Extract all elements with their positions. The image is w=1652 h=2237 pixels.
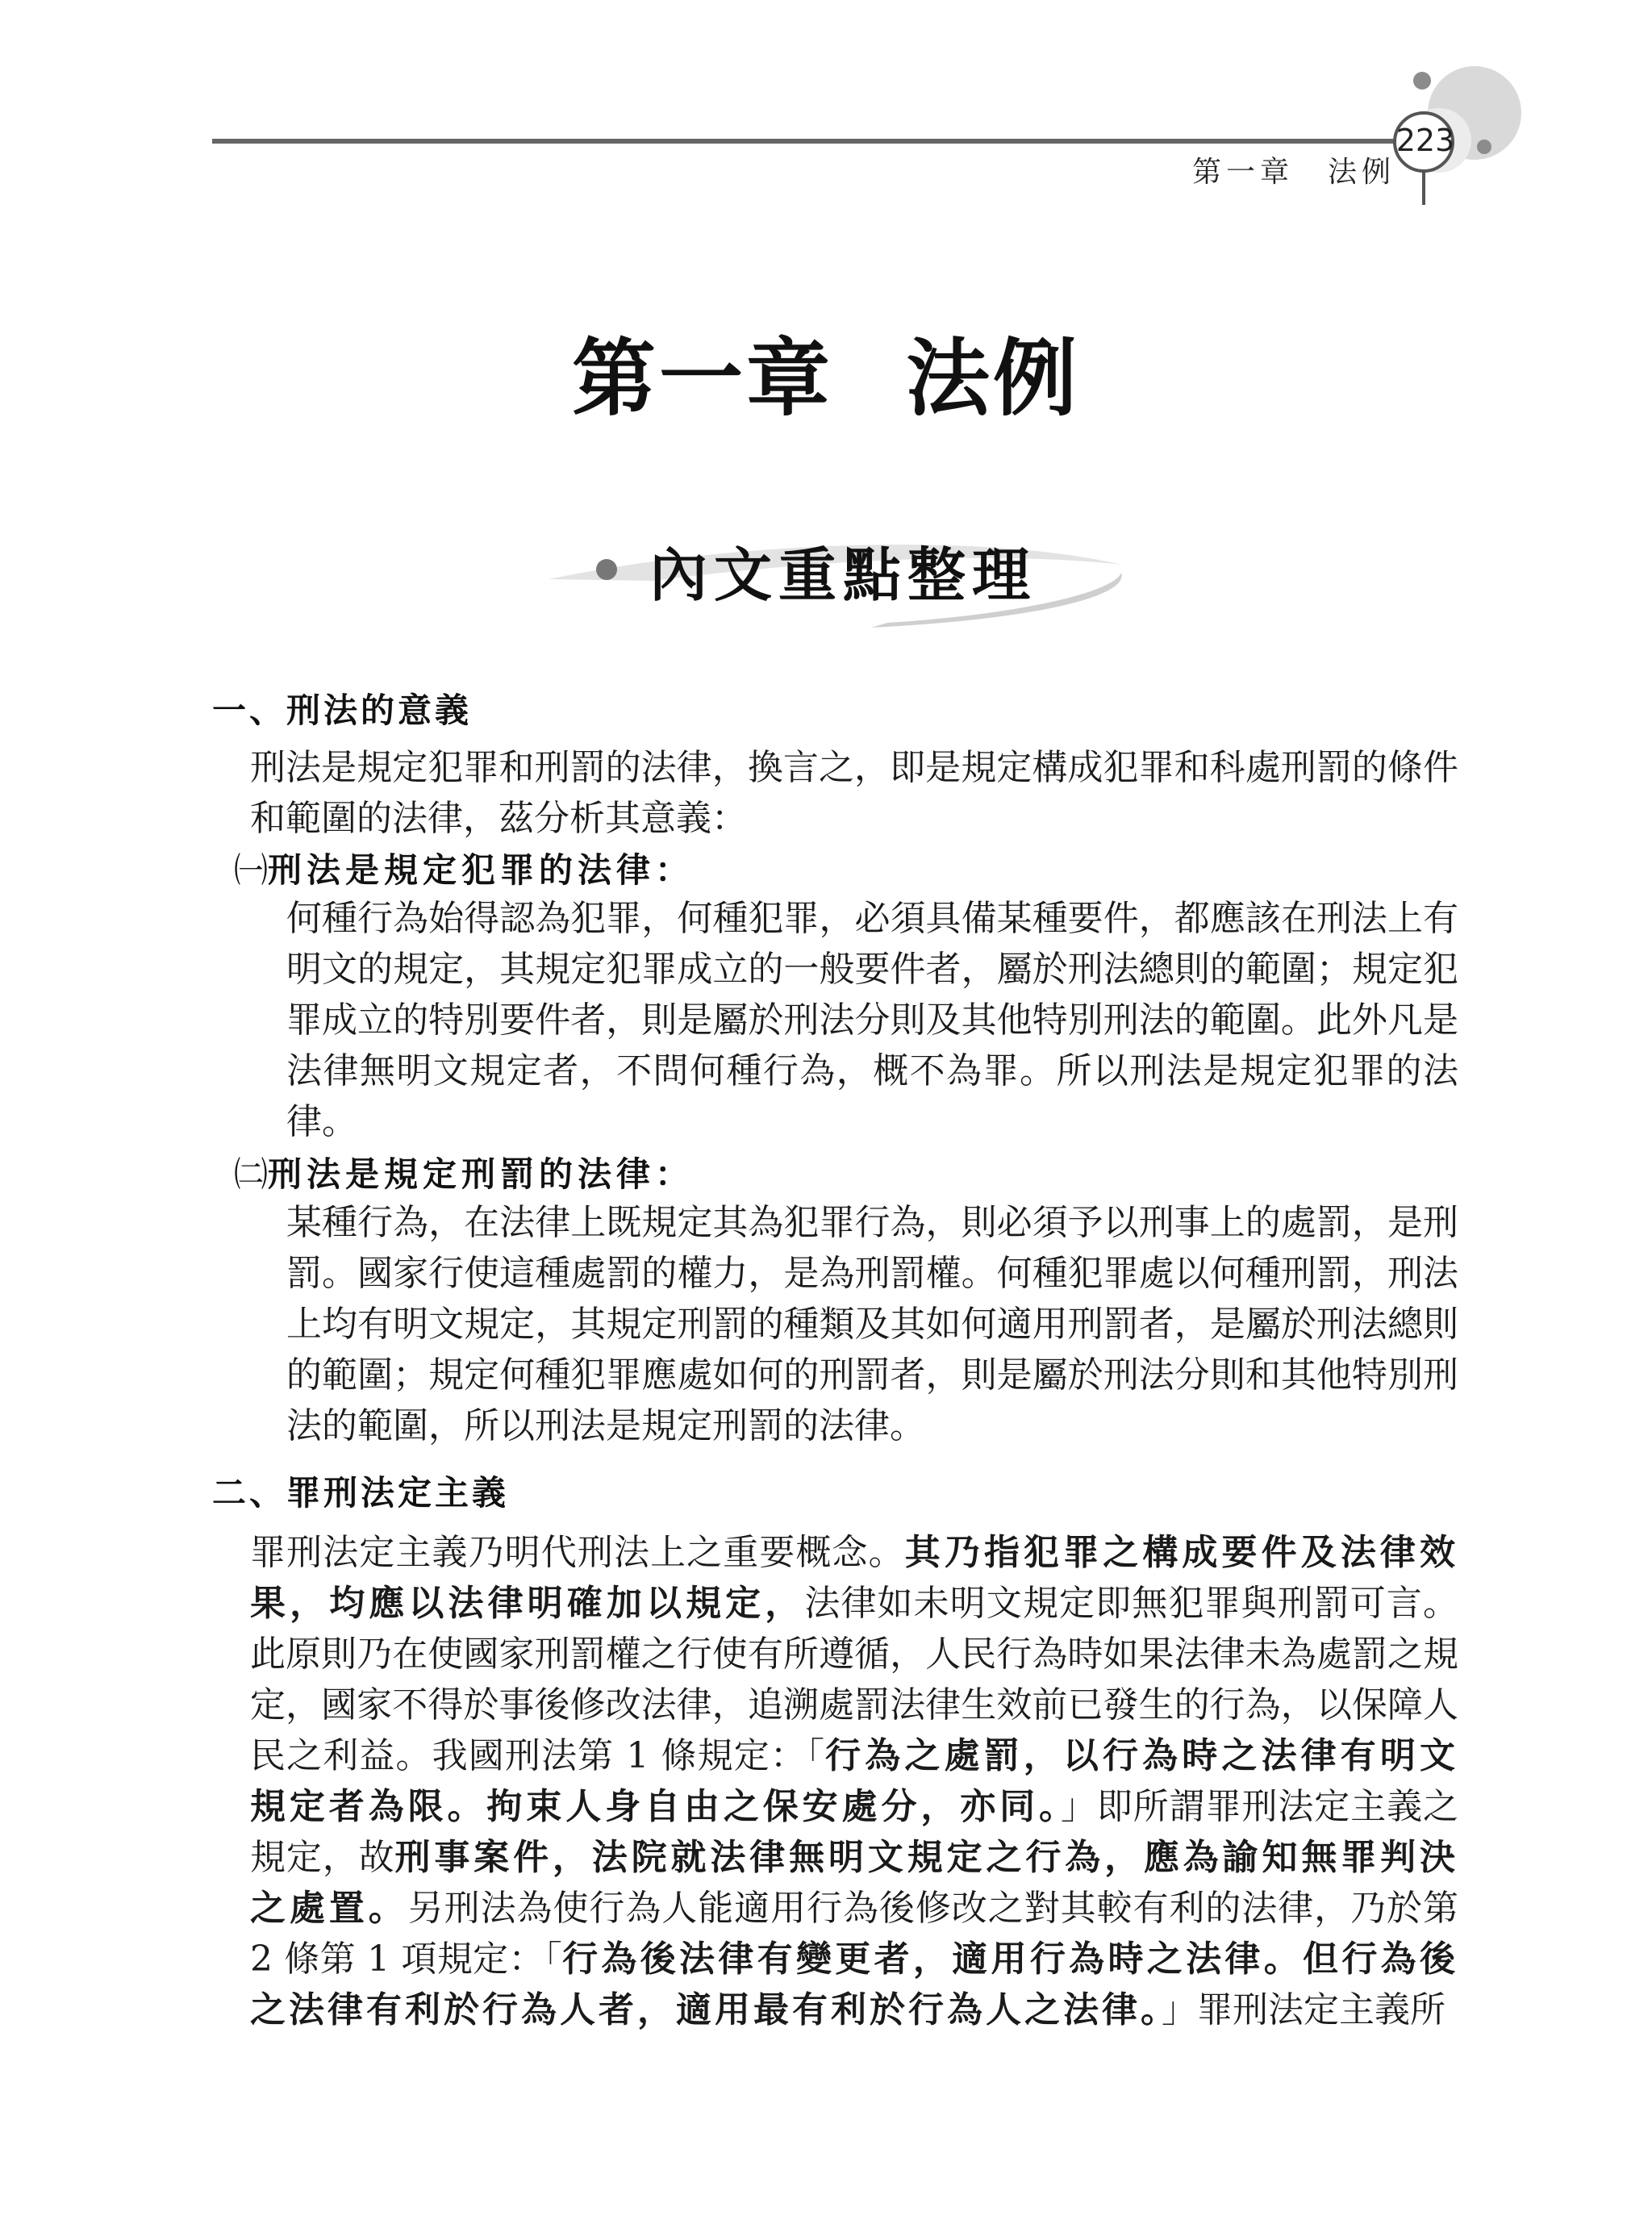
section-2-emphasis-1: 其乃指犯罪之構成要件及法律效果，均應以法律明確加以規定， bbox=[250, 1532, 1459, 1624]
subsection-1-body: 何種行為始得認為犯罪，何種犯罪，必須具備某種要件，都應該在刑法上有明文的規定，其規定犯罪成立的一般要件者，屬於刑法總則的範圍；規定犯罪成立的特別要件者，則是屬於刑法分則及其他特別刑法的範圍。此外凡是法律無明文規定者，不問何種行為，概不為罪。所以刑法是規定犯罪的法律。 bbox=[286, 898, 1458, 1142]
header-rule bbox=[212, 139, 1434, 144]
subsection-2-title-text: 刑法是規定刑罰的法律： bbox=[268, 1154, 695, 1194]
section-2-quote-article-1: 行為之處罰，以行為時之法律有明文規定者為限。拘束人身自由之保安處分，亦同。 bbox=[250, 1735, 1458, 1827]
subsection-1-marker: ㈠ bbox=[234, 850, 269, 890]
subsection-1-title-text: 刑法是規定犯罪的法律： bbox=[268, 850, 695, 890]
section-1-intro: 刑法是規定犯罪和刑罰的法律，換言之，即是規定構成犯罪和科處刑罰的條件和範圍的法律，茲分析其意義： bbox=[250, 747, 1458, 839]
section-2-quote-article-2: 行為後法律有變更者，適用行為時之法律。但行為後之法律有利於行為人者，適用最有利於行為人之法律。 bbox=[250, 1939, 1458, 2030]
chapter-name: 法例 bbox=[906, 328, 1081, 428]
subsection-2-title bbox=[234, 1148, 694, 1196]
section-heading-2: 二、罪刑法定主義 bbox=[212, 1473, 510, 1513]
page-number: 223 bbox=[1395, 123, 1455, 158]
chapter-prefix: 第一章 bbox=[571, 328, 833, 428]
section-2-text-4: 另刑法為使行為人能適用行為後修改之對其較有利的法律，乃於第 2 條第 1 項規定：「 bbox=[250, 1888, 1458, 1980]
running-head: 第一章 法例 bbox=[1191, 156, 1395, 189]
section-2-text-3: 」即所謂罪刑法定主義之規定，故 bbox=[250, 1786, 1459, 1878]
section-2-emphasis-2: 刑事案件，法院就法律無明文規定之行為，應為諭知無罪判決之處置。 bbox=[250, 1837, 1458, 1929]
section-2-body bbox=[250, 1527, 1458, 2035]
subsection-2-marker: ㈡ bbox=[234, 1154, 269, 1194]
section-2-text-2: 法律如未明文規定即無犯罪與刑罰可言。此原則乃在使國家刑罰權之行使有所遵循，人民行為時如果法律未為處罰之規定，國家不得於事後修改法律，追溯處罰法律生效前已發生的行為，以保障人民之利益。我國刑法第 1 條規定：「 bbox=[250, 1583, 1459, 1776]
section-2-text-1: 罪刑法定主義乃明代刑法上之重要概念。 bbox=[250, 1532, 905, 1573]
chapter-title bbox=[0, 311, 1652, 432]
subsection-2-body: 某種行為，在法律上既規定其為犯罪行為，則必須予以刑事上的處罰，是刑罰。國家行使這種處罰的權力，是為刑罰權。何種犯罪處以何種刑罰，刑法上均有明文規定，其規定刑罰的種類及其如何適用刑罰者，是屬於刑法總則的範圍；規定何種犯罪應處如何的刑罰者，則是屬於刑法分則和其他特別刑法的範圍，所以刑法是規定刑罰的法律。 bbox=[286, 1202, 1458, 1446]
section-heading-1: 一、刑法的意義 bbox=[212, 691, 473, 730]
section-2-text-5: 」罪刑法定主義所 bbox=[1162, 1989, 1446, 2030]
banner-title: 內文重點整理 bbox=[649, 541, 1037, 609]
subsection-1-title bbox=[234, 844, 694, 892]
